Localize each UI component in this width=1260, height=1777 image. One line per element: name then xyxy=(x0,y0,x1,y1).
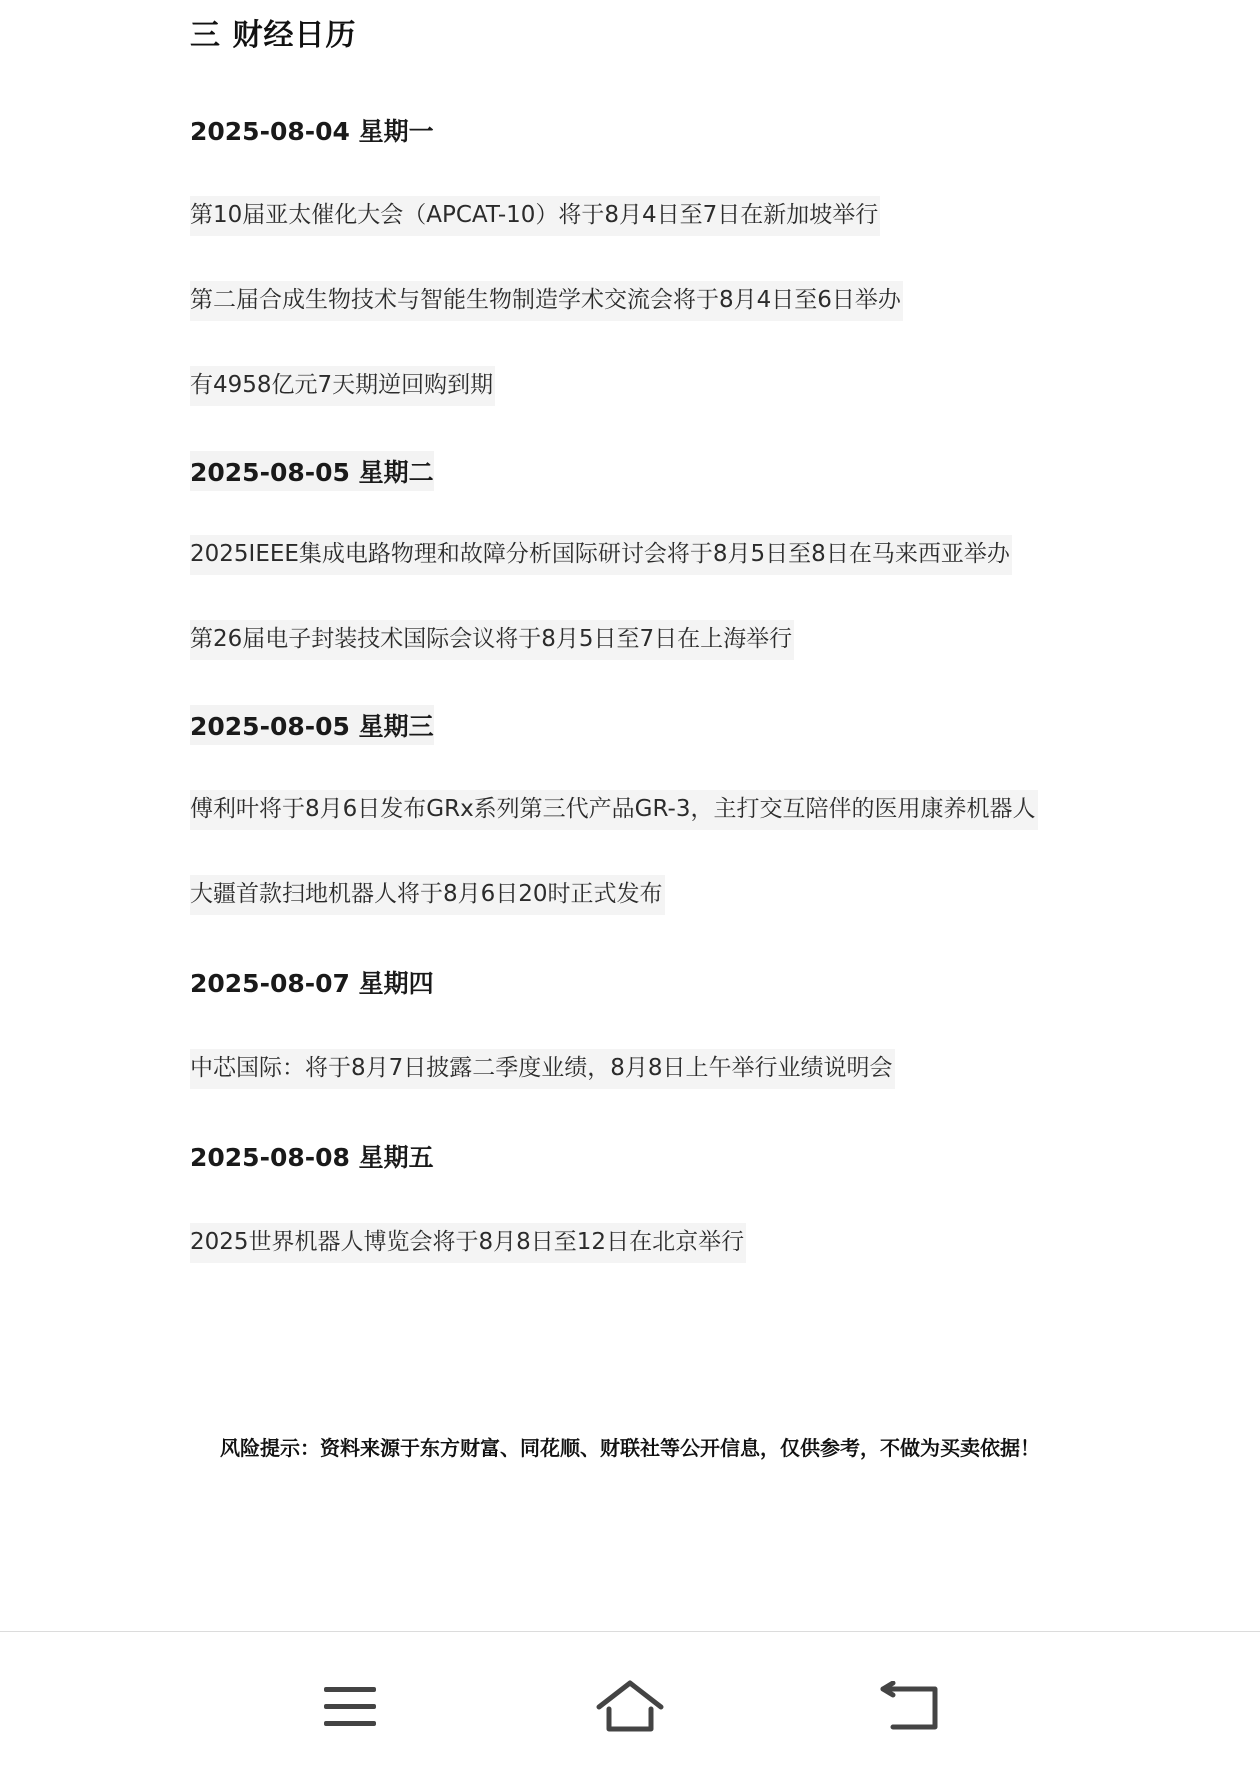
event-item: 第10届亚太催化大会（APCAT-10）将于8月4日至7日在新加坡举行 xyxy=(190,196,880,236)
event-item: 第26届电子封装技术国际会议将于8月5日至7日在上海举行 xyxy=(190,620,794,660)
section-title: 三 财经日历 xyxy=(190,18,357,53)
home-button[interactable] xyxy=(590,1672,670,1742)
system-navigation-bar xyxy=(0,1631,1260,1777)
back-icon xyxy=(879,1681,941,1733)
date-heading: 2025-08-04 星期一 xyxy=(190,117,434,146)
event-item: 2025IEEE集成电路物理和故障分析国际研讨会将于8月5日至8日在马来西亚举办 xyxy=(190,535,1012,575)
event-item: 有4958亿元7天期逆回购到期 xyxy=(190,366,495,406)
event-item: 大疆首款扫地机器人将于8月6日20时正式发布 xyxy=(190,875,665,915)
event-item: 傅利叶将于8月6日发布GRx系列第三代产品GR-3，主打交互陪伴的医用康养机器人 xyxy=(190,790,1038,830)
back-button[interactable] xyxy=(870,1672,950,1742)
date-heading: 2025-08-05 星期三 xyxy=(190,705,434,745)
date-heading: 2025-08-05 星期二 xyxy=(190,451,434,491)
event-item: 2025世界机器人博览会将于8月8日至12日在北京举行 xyxy=(190,1223,746,1263)
menu-button[interactable] xyxy=(310,1672,390,1742)
event-item: 中芯国际：将于8月7日披露二季度业绩，8月8日上午举行业绩说明会 xyxy=(190,1049,895,1089)
event-item: 第二届合成生物技术与智能生物制造学术交流会将于8月4日至6日举办 xyxy=(190,281,903,321)
menu-icon xyxy=(322,1684,378,1730)
date-heading: 2025-08-07 星期四 xyxy=(190,969,434,998)
date-heading: 2025-08-08 星期五 xyxy=(190,1143,434,1172)
home-icon xyxy=(595,1679,665,1735)
risk-disclaimer: 风险提示：资料来源于东方财富、同花顺、财联社等公开信息，仅供参考，不做为买卖依据！ xyxy=(220,1436,1040,1460)
